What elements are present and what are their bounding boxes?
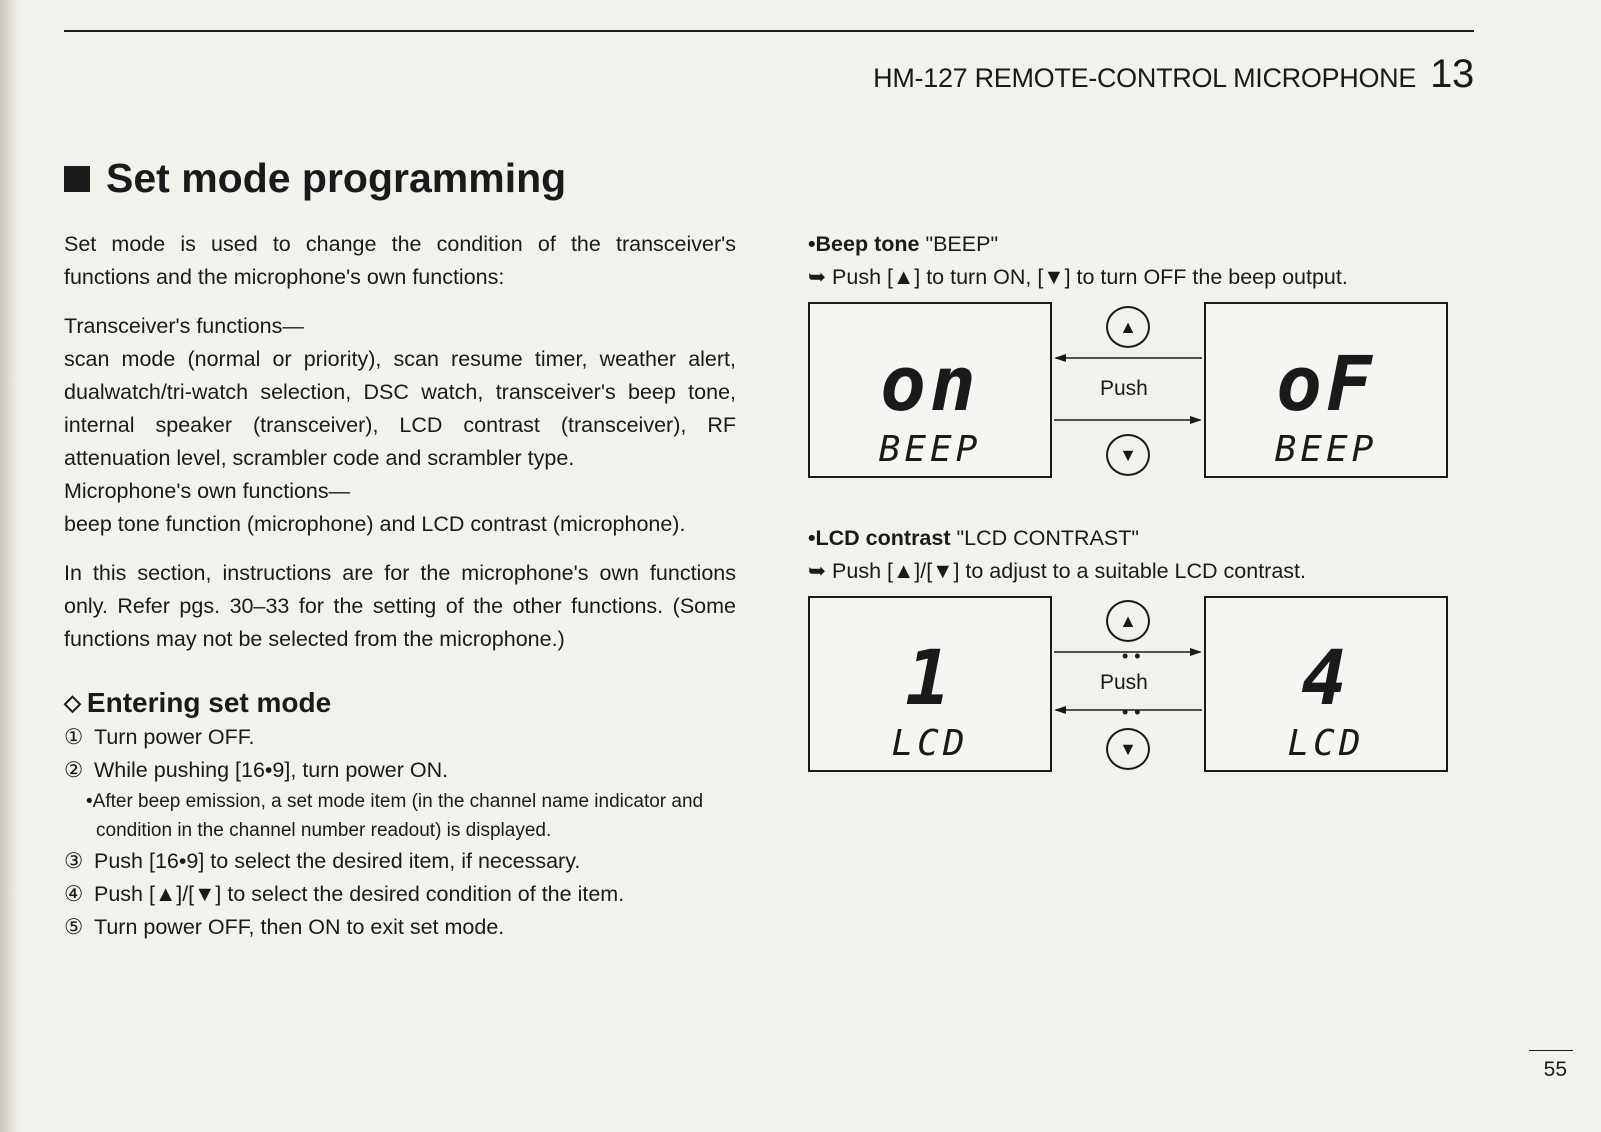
beep-tone-instruction: ➥ Push [▲] to turn ON, [▼] to turn OFF the beep output.: [808, 261, 1468, 294]
step-4: ④ Push [▲]/[▼] to select the desired condition of the item.: [64, 882, 625, 906]
microphone-functions-list: beep tone function (microphone) and LCD contrast (microphone).: [64, 512, 686, 536]
running-title: HM-127 REMOTE-CONTROL MICROPHONE: [873, 63, 1417, 93]
book-binding-shadow: [0, 0, 22, 1132]
transceiver-functions-list: scan mode (normal or priority), scan resume timer, weather alert, dualwatch/tri-watch selection, DSC watch, transceiver's beep tone, internal speaker (transceiver), LCD contrast (transceiver), RF attenuation level, scrambler code and scrambler type.: [64, 347, 736, 470]
entering-set-mode-heading: [64, 686, 736, 719]
lcd-contrast-diagram: [808, 596, 1468, 776]
arrow-icon: ➥: [808, 559, 827, 583]
transceiver-functions-heading: Transceiver's functions—: [64, 314, 304, 338]
diamond-icon: ◇: [64, 690, 81, 715]
lcd-contrast-heading: •LCD contrast "LCD CONTRAST": [808, 526, 1139, 550]
entering-heading-text: Entering set mode: [86, 687, 332, 718]
square-bullet-icon: [64, 166, 90, 192]
down-key-icon: ▼: [1106, 434, 1150, 476]
lcd-display-level-1: 1 LCD: [808, 596, 1052, 772]
up-key-icon: ▲: [1106, 600, 1150, 642]
section-heading: [64, 155, 566, 202]
lcd-contrast-instruction: ➥ Push [▲]/[▼] to adjust to a suitable LCD contrast.: [808, 555, 1468, 588]
step-2-note: •After beep emission, a set mode item (in the channel name indicator and condition in the channel number readout) is displayed.: [86, 791, 704, 841]
lcd-display-on: on BEEP: [808, 302, 1052, 478]
running-header: [873, 52, 1474, 97]
push-label: Push: [1100, 671, 1148, 694]
section-title: Set mode programming: [106, 155, 567, 201]
intro-paragraph: Set mode is used to change the condition of the transceiver's functions and the microphone's own functions:: [64, 232, 736, 289]
lcd-display-off: oF BEEP: [1204, 302, 1448, 478]
step-3: ③ Push [16•9] to select the desired item, if necessary.: [64, 849, 581, 873]
microphone-functions-heading: Microphone's own functions—: [64, 479, 351, 503]
push-label: Push: [1100, 377, 1148, 400]
down-key-icon: ▼: [1106, 728, 1150, 770]
page-number: 55: [1543, 1058, 1567, 1081]
lcd-display-level-4: 4 LCD: [1204, 596, 1448, 772]
beep-tone-diagram: [808, 302, 1468, 482]
arrow-icon: ➥: [808, 265, 827, 289]
step-1: ① Turn power OFF.: [64, 725, 255, 749]
footer-rule: [1529, 1050, 1573, 1051]
up-key-icon: ▲: [1106, 306, 1150, 348]
dots-upper: ••: [1122, 646, 1147, 666]
scope-note: In this section, instructions are for the microphone's own functions only. Refer pgs. 30–33 for the setting of the other functions. (Some functions may not be selected from the microphone.): [64, 561, 736, 651]
left-column: [64, 228, 736, 944]
step-5: ⑤ Turn power OFF, then ON to exit set mode.: [64, 915, 505, 939]
header-rule: [64, 30, 1474, 32]
chapter-number: 13: [1430, 52, 1474, 96]
step-2: ② While pushing [16•9], turn power ON.: [64, 758, 449, 782]
dots-lower: ••: [1122, 702, 1147, 722]
beep-tone-heading: •Beep tone "BEEP": [808, 232, 999, 256]
right-column: [808, 228, 1468, 776]
